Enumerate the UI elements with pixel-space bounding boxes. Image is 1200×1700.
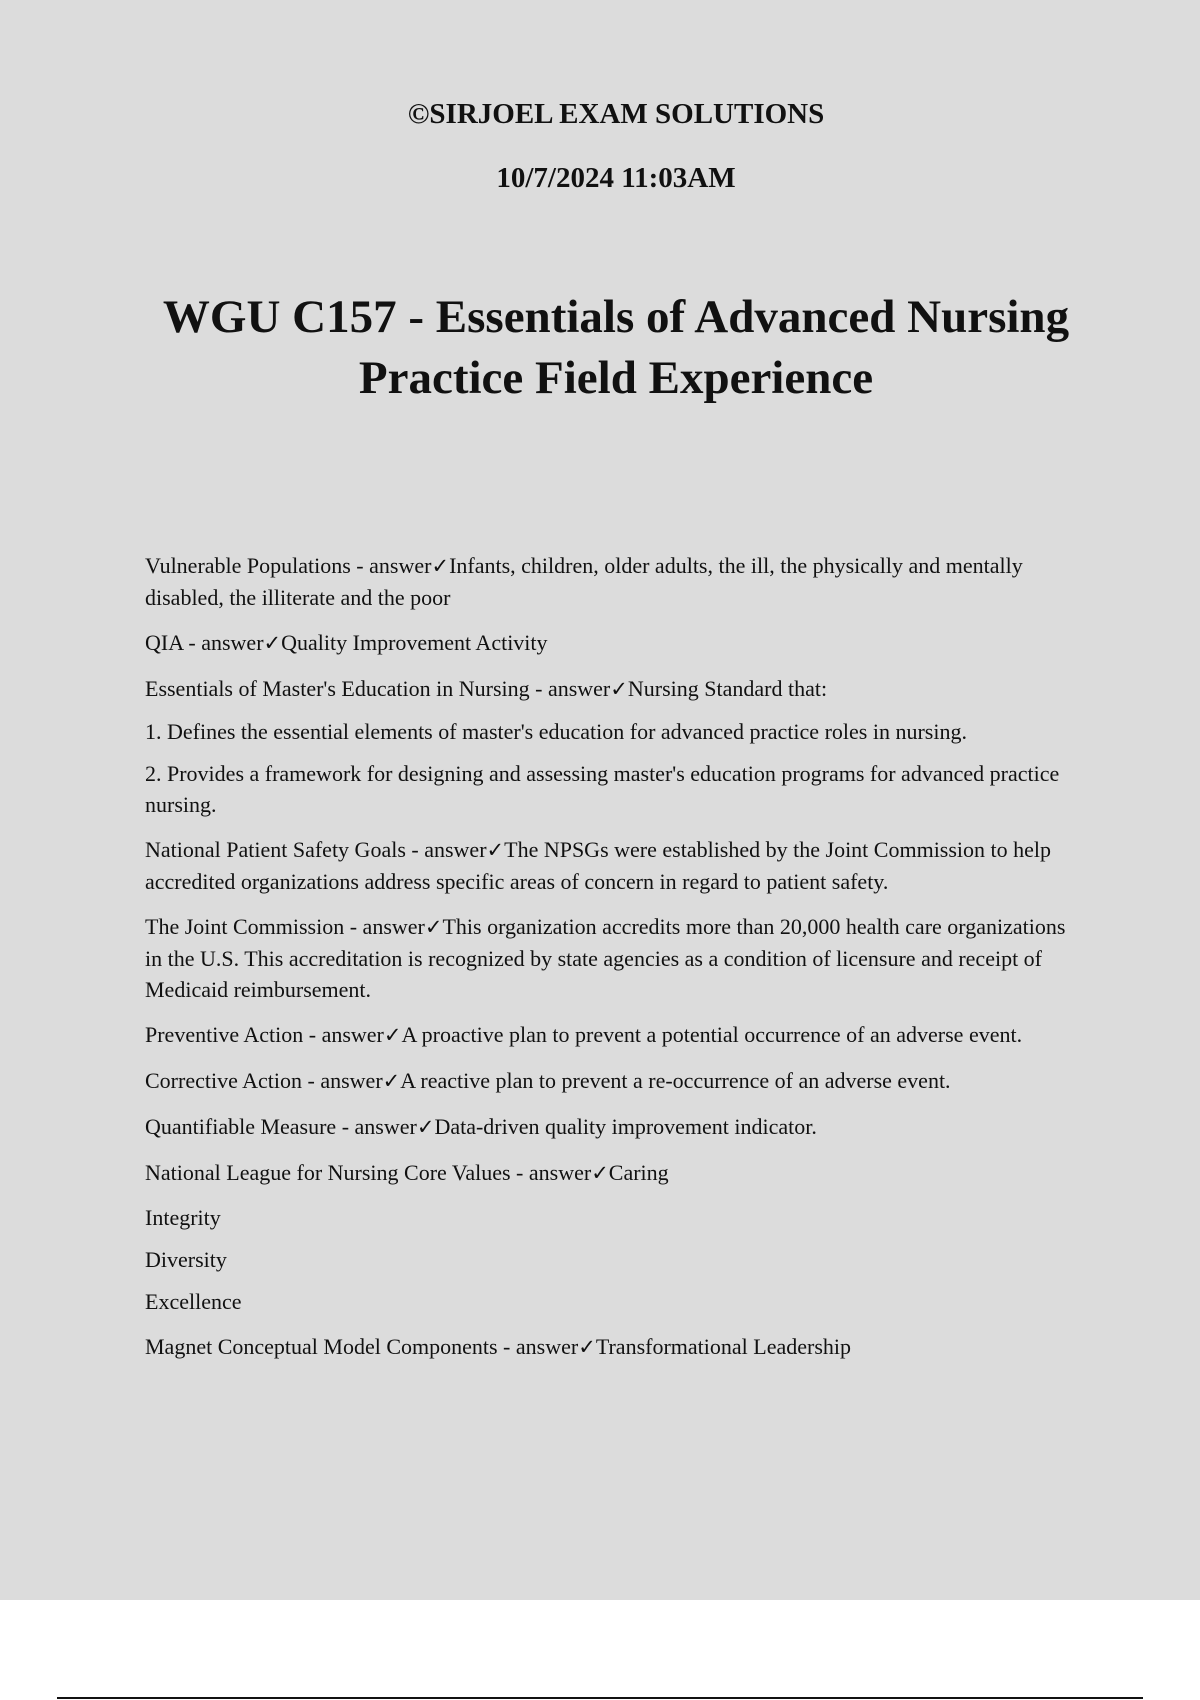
- entry-definition: A proactive plan to prevent a potential occurrence of an adverse event.: [401, 1022, 1023, 1047]
- flashcard-entry: [145, 673, 1085, 705]
- entry-term: Corrective Action - answer: [145, 1068, 383, 1093]
- list-item: 1. Defines the essential elements of master's education for advanced practice roles in nursing.: [145, 719, 967, 744]
- entry-definition: Data-driven quality improvement indicator.: [434, 1114, 817, 1139]
- flashcard-entry: [145, 1331, 1085, 1363]
- entry-definition: Transformational Leadership: [595, 1334, 851, 1359]
- document-title: WGU C157 - Essentials of Advanced Nursing Practice Field Experience: [162, 291, 1070, 404]
- list-item: 2. Provides a framework for designing and assessing master's education programs for advanced practice nursing.: [145, 761, 1060, 817]
- copyright-line: ©SIRJOEL EXAM SOLUTIONS: [407, 98, 825, 130]
- flashcard-entry: [145, 1111, 1085, 1143]
- entry-term: Preventive Action - answer: [145, 1022, 384, 1047]
- checkmark-icon: ✓: [578, 1335, 596, 1359]
- list-item: Excellence: [145, 1289, 242, 1314]
- flashcard-entry: [145, 1019, 1085, 1051]
- checkmark-icon: ✓: [416, 1115, 435, 1139]
- checkmark-icon: ✓: [263, 631, 282, 655]
- checkmark-icon: ✓: [431, 554, 450, 578]
- flashcard-entry: [145, 911, 1085, 1005]
- entry-definition: Caring: [608, 1160, 669, 1185]
- entry-term: Essentials of Master's Education in Nursing - answer: [145, 676, 611, 701]
- entry-definition: This organization accredits more than 20,000 health care organizations in the U.S. This accreditation is recognized by state agencies as a condition of licensure and receipt of Medicaid reimbursement.: [145, 914, 1066, 1002]
- entry-term: National League for Nursing Core Values - answer: [145, 1160, 592, 1185]
- flashcard-list: [145, 550, 1085, 1377]
- flashcard-entry: [145, 834, 1085, 897]
- checkmark-icon: ✓: [591, 1161, 609, 1185]
- flashcard-entry: [145, 550, 1085, 613]
- list-item: Diversity: [145, 1247, 227, 1272]
- list-item: Integrity: [145, 1205, 221, 1230]
- entry-term: National Patient Safety Goals - answer: [145, 837, 487, 862]
- flashcard-entry: [145, 1157, 1085, 1189]
- entry-definition: Quality Improvement Activity: [281, 630, 548, 655]
- checkmark-icon: ✓: [382, 1069, 401, 1093]
- flashcard-entry: [145, 627, 1085, 659]
- entry-definition: Infants, children, older adults, the ill, the physically and mentally disabled, the illiterate and the poor: [145, 553, 1023, 610]
- checkmark-icon: ✓: [424, 915, 443, 939]
- entry-definition: A reactive plan to prevent a re-occurrence of an adverse event.: [400, 1068, 951, 1093]
- entry-term: The Joint Commission - answer: [145, 914, 425, 939]
- entry-term: Quantifiable Measure - answer: [145, 1114, 417, 1139]
- entry-term: QIA - answer: [145, 630, 264, 655]
- flashcard-entry: [145, 1065, 1085, 1097]
- entry-definition: Nursing Standard that:: [627, 676, 828, 701]
- page-divider: [57, 1697, 1143, 1699]
- checkmark-icon: ✓: [383, 1023, 402, 1047]
- entry-definition: The NPSGs were established by the Joint Commission to help accredited organizations address specific areas of concern in regard to patient safety.: [145, 837, 1052, 894]
- entry-term: Vulnerable Populations - answer: [145, 553, 432, 578]
- checkmark-icon: ✓: [486, 838, 505, 862]
- entry-term: Magnet Conceptual Model Components - answer: [145, 1334, 579, 1359]
- checkmark-icon: ✓: [610, 677, 628, 701]
- date-time-stamp: 10/7/2024 11:03AM: [496, 162, 736, 194]
